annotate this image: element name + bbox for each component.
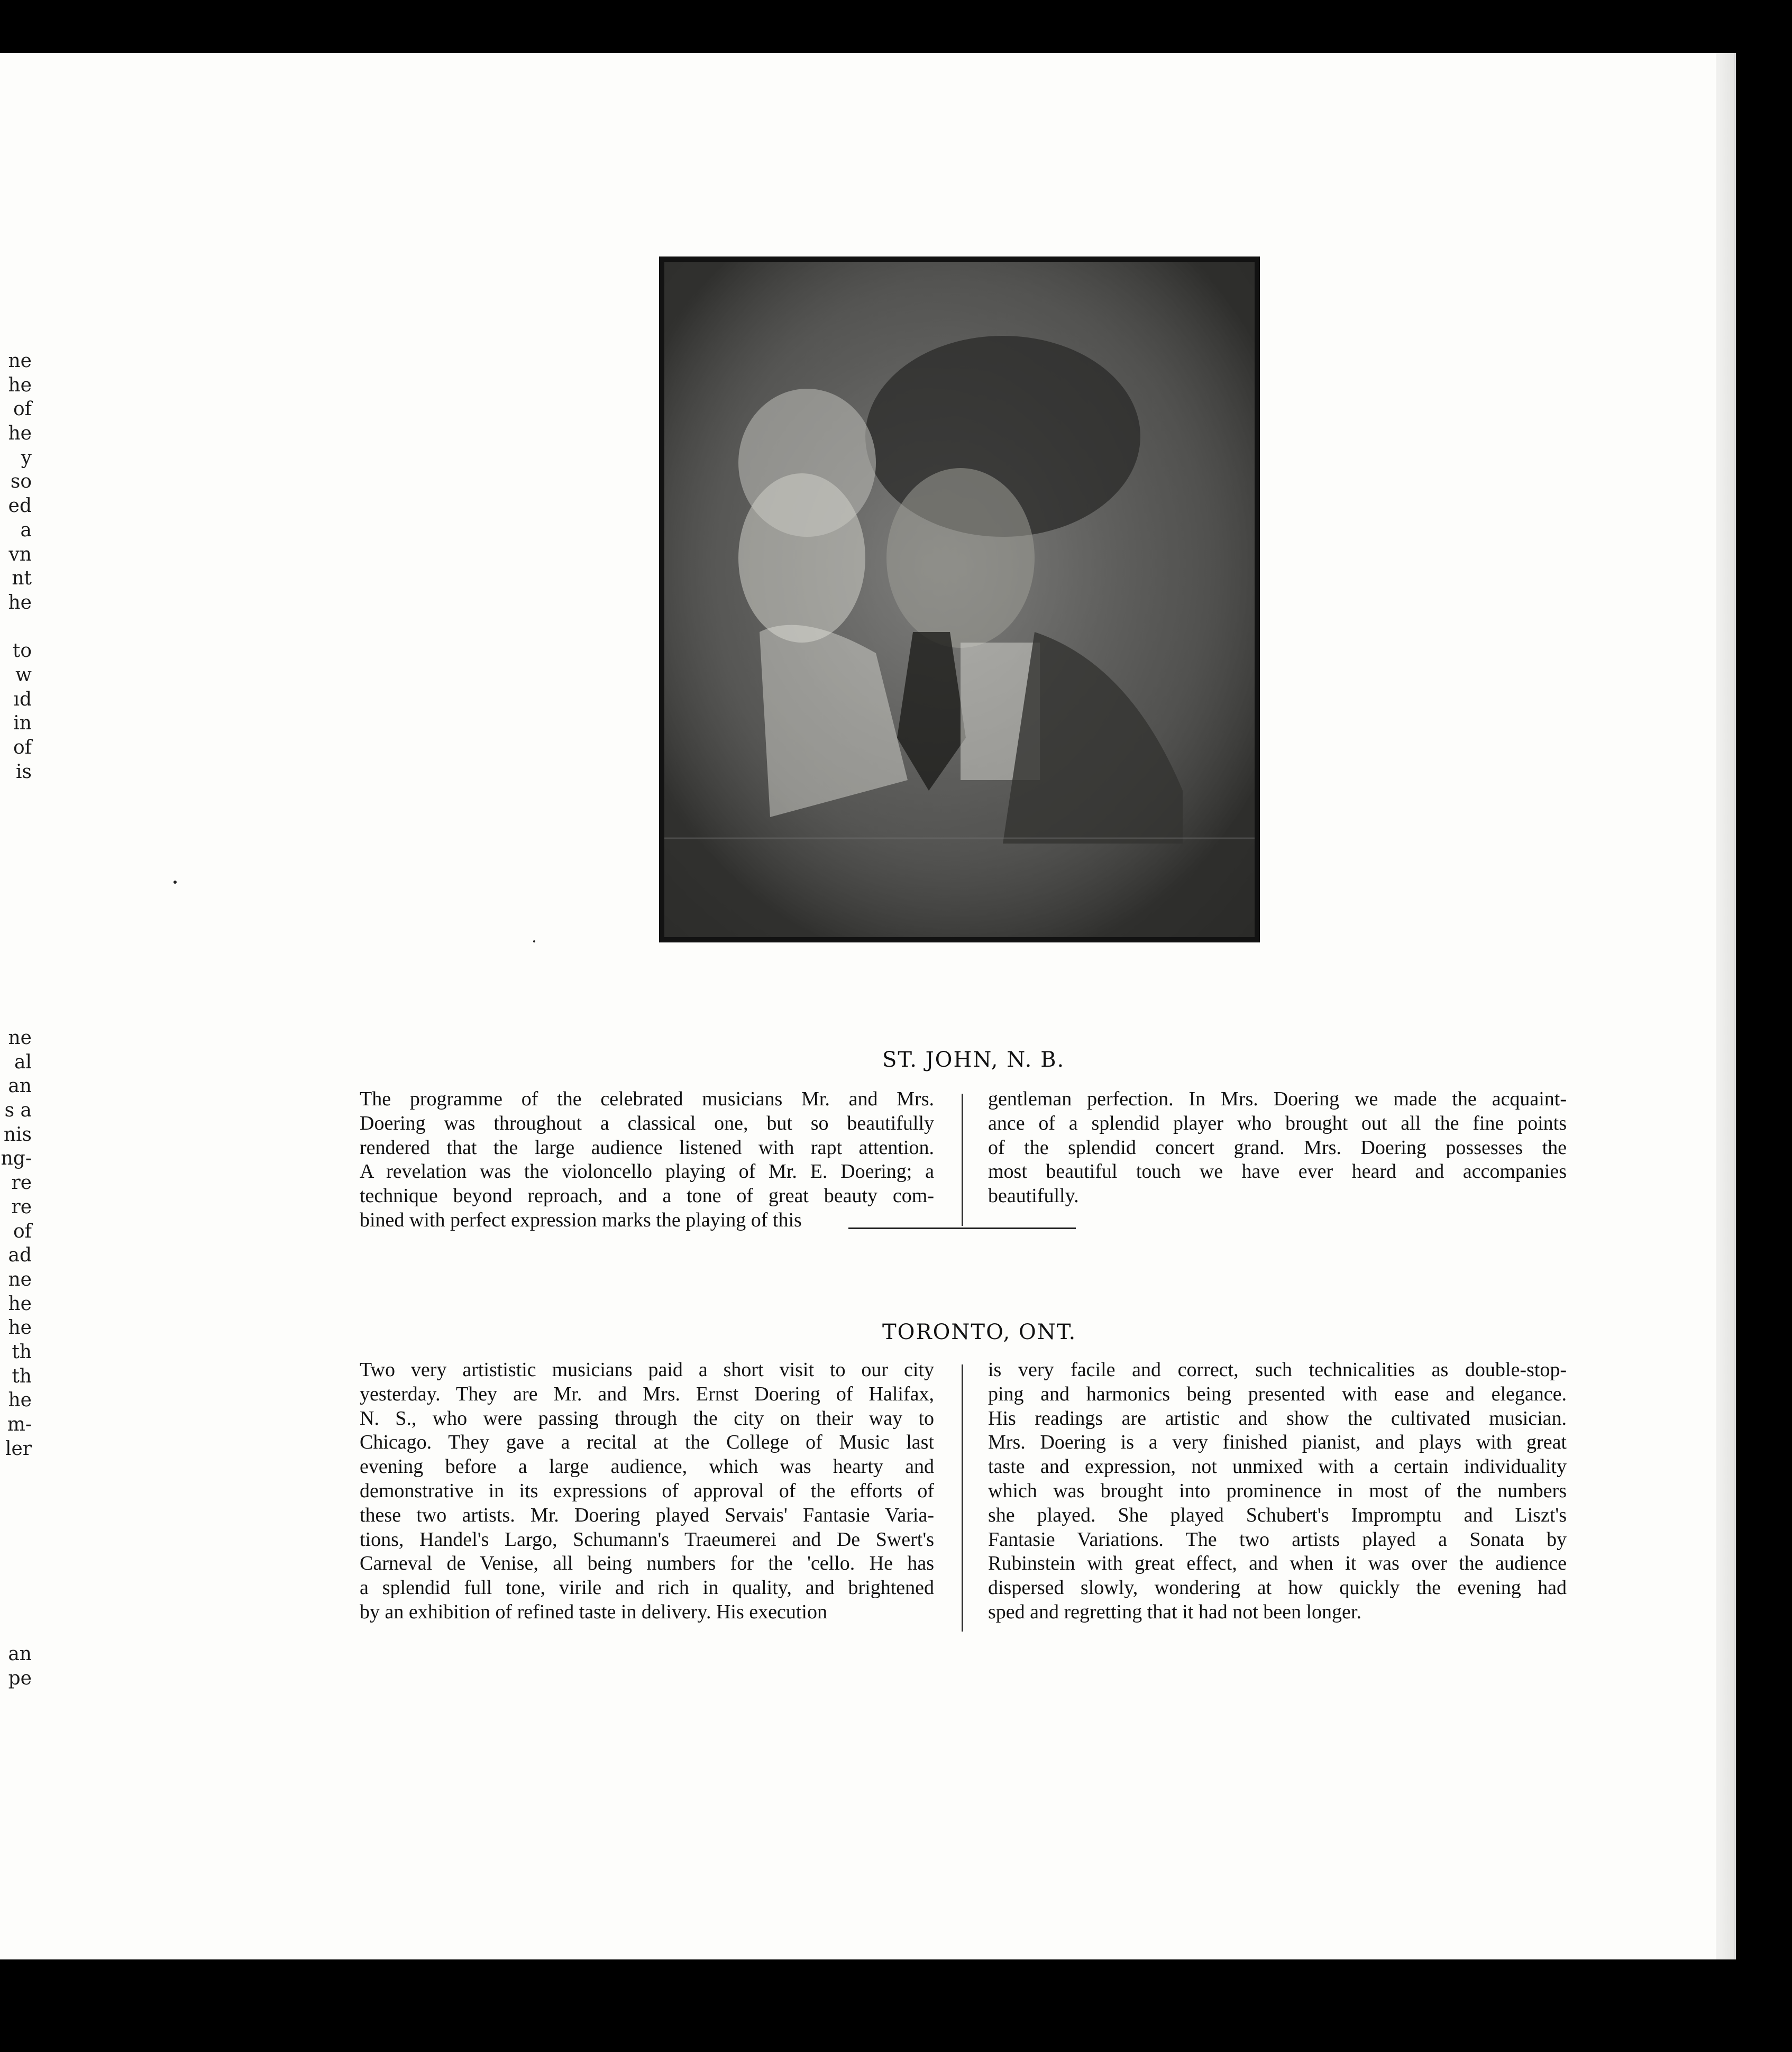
text-line: demonstrative in its expressions of approval of the efforts of — [360, 1479, 934, 1502]
text-line: Fantasie Variations. The two artists played a Sonata by — [988, 1528, 1567, 1551]
margin-fragment-line: re — [11, 1172, 32, 1194]
text-line: most beautiful touch we have ever heard and accompanies — [988, 1160, 1567, 1183]
margin-fragment-line: ne — [8, 350, 32, 372]
text-line: rendered that the large audience listened with rapt attention. — [360, 1136, 934, 1159]
margin-fragment-line: in — [13, 712, 32, 735]
margin-fragment-line: ng- — [1, 1148, 32, 1170]
portrait-photo — [659, 256, 1260, 942]
text-line: N. S., who were passing through the city on their way to — [360, 1407, 934, 1430]
portrait-image — [664, 262, 1255, 937]
margin-fragment-middle — [0, 1026, 32, 1461]
text-line: Two very artististic musicians paid a short visit to our city — [360, 1359, 934, 1381]
margin-fragment-line: th — [12, 1365, 32, 1387]
text-line: of the splendid concert grand. Mrs. Doering possesses the — [988, 1136, 1567, 1159]
text-line: Doering was throughout a classical one, but so beautifully — [360, 1112, 934, 1134]
margin-fragment-line: a — [20, 519, 32, 541]
margin-fragment-line: ıd — [13, 688, 32, 710]
text-line: by an exhibition of refined taste in delivery. His execution — [360, 1600, 827, 1623]
margin-fragment-line: ed — [8, 495, 32, 517]
text-line: gentleman perfection. In Mrs. Doering we made the acquaint- — [988, 1088, 1567, 1110]
margin-fragment-line: an — [8, 1643, 32, 1665]
margin-fragment-line: th — [12, 1341, 32, 1363]
text-line: technique beyond reproach, and a tone of great beauty com- — [360, 1185, 934, 1207]
text-line: A revelation was the violoncello playing of Mr. E. Doering; a — [360, 1160, 934, 1183]
st-john-column-right — [988, 1087, 1567, 1208]
margin-fragment-line: he — [8, 1389, 32, 1412]
text-line: bined with perfect expression marks the playing of this — [360, 1208, 802, 1231]
margin-fragment-line: m- — [7, 1414, 32, 1435]
margin-fragment-line: ad — [8, 1244, 32, 1267]
margin-fragment-line: so — [10, 471, 32, 493]
text-line: she played. She played Schubert's Impromptu and Liszt's — [988, 1504, 1567, 1526]
text-line: evening before a large audience, which was hearty and — [360, 1455, 934, 1478]
margin-fragment-line: is — [16, 761, 32, 783]
margin-fragment-line: to — [12, 640, 32, 662]
st-john-heading: ST. JOHN, N. B. — [882, 1048, 1065, 1072]
margin-fragment-line: s a — [4, 1100, 32, 1122]
margin-fragment-line: he — [8, 1293, 32, 1315]
text-line: ance of a splendid player who brought out all the fine points — [988, 1112, 1567, 1134]
text-line: tions, Handel's Largo, Schumann's Traeumerei and De Swert's — [360, 1528, 934, 1551]
ink-speck — [173, 881, 177, 884]
margin-fragment-line: w — [15, 664, 32, 686]
margin-fragment-line: of — [13, 398, 32, 420]
margin-fragment-line: he — [8, 591, 32, 613]
margin-fragment-line: re — [11, 1196, 32, 1218]
text-line: sped and regretting that it had not been longer. — [988, 1600, 1361, 1623]
text-line: Rubinstein with great effect, and when it was over the audience — [988, 1552, 1567, 1575]
section-separator — [848, 1227, 1076, 1229]
text-line: yesterday. They are Mr. and Mrs. Ernst Doering of Halifax, — [360, 1382, 934, 1405]
margin-fragment-line — [0, 615, 32, 639]
margin-fragment-line: an — [8, 1075, 32, 1097]
margin-fragment-line: nis — [3, 1123, 32, 1146]
toronto-heading: TORONTO, ONT. — [882, 1320, 1077, 1344]
text-line: which was brought into prominence in most of the numbers — [988, 1479, 1567, 1502]
margin-fragment-line: ne — [8, 1268, 32, 1290]
margin-fragment-line: of — [13, 737, 32, 758]
previous-page-fragments — [0, 53, 32, 1959]
margin-fragment-line: nt — [12, 567, 32, 590]
column-divider — [962, 1094, 963, 1226]
st-john-column-left — [360, 1087, 934, 1233]
margin-fragment-line: ler — [5, 1437, 32, 1460]
margin-fragment-line: he — [8, 423, 32, 445]
column-divider — [962, 1364, 963, 1632]
text-line: Mrs. Doering is a very finished pianist, and plays with great — [988, 1431, 1567, 1454]
text-line: dispersed slowly, wondering at how quickly the evening had — [988, 1577, 1567, 1599]
ink-speck — [533, 940, 535, 942]
toronto-column-left — [360, 1358, 934, 1625]
text-line: a splendid full tone, virile and rich in quality, and brightened — [360, 1577, 934, 1599]
margin-fragment-line: he — [8, 1317, 32, 1339]
text-line: Chicago. They gave a recital at the College of Music last — [360, 1431, 934, 1454]
margin-fragment-line: y — [21, 446, 32, 469]
toronto-column-right — [988, 1358, 1567, 1625]
paper-sheet — [0, 53, 1736, 1959]
text-line: Carneval de Venise, all being numbers for the 'cello. He has — [360, 1552, 934, 1575]
margin-fragment-line: vn — [8, 543, 32, 565]
text-line: is very facile and correct, such technicalities as double-stop- — [988, 1359, 1567, 1381]
margin-fragment-line: he — [8, 374, 32, 396]
margin-fragment-line: ne — [8, 1027, 32, 1049]
text-line: The programme of the celebrated musicians Mr. and Mrs. — [360, 1088, 934, 1110]
text-line: ping and harmonics being presented with ease and elegance. — [988, 1382, 1567, 1405]
text-line: these two artists. Mr. Doering played Servais' Fantasie Varia- — [360, 1504, 934, 1526]
margin-fragment-bottom — [0, 1642, 32, 1690]
page-edge — [1716, 53, 1734, 1959]
text-line: taste and expression, not unmixed with a certain individuality — [988, 1455, 1567, 1478]
text-line: His readings are artistic and show the cultivated musician. — [988, 1407, 1567, 1430]
text-line: beautifully. — [988, 1185, 1079, 1207]
margin-fragment-line: of — [13, 1220, 32, 1242]
margin-fragment-top — [0, 349, 32, 784]
margin-fragment-line: pe — [8, 1667, 32, 1689]
margin-fragment-line: al — [14, 1051, 32, 1073]
